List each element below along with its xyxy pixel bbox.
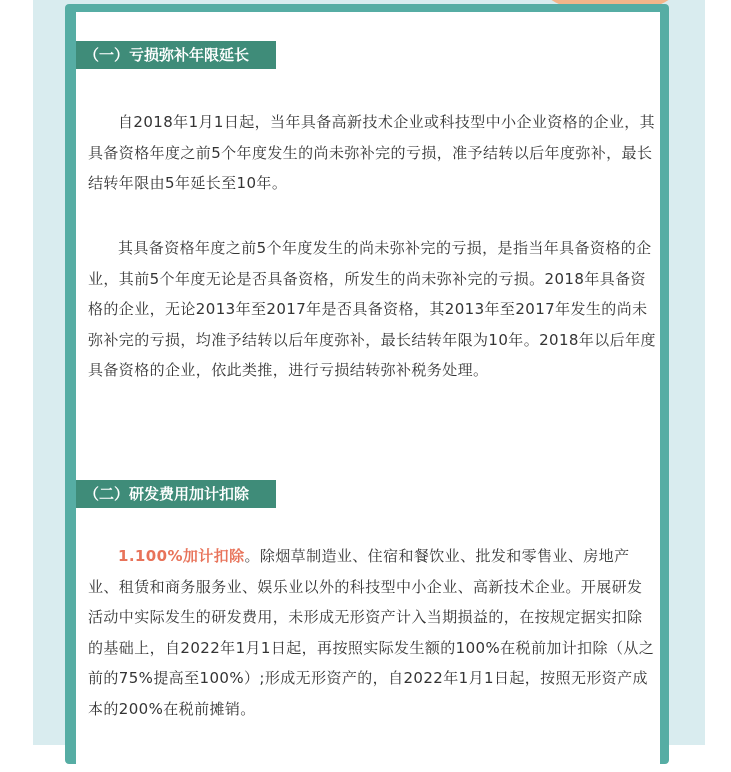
paragraph-loss-carryforward-explanation: 其具备资格年度之前5个年度发生的尚未弥补完的亏损，是指当年具备资格的企业，其前5个年度无论是否具备资格，所发生的尚未弥补完的亏损。2018年具备资格的企业，无论2013年至2017年是否具备资格，其2013年至2017年发生的尚未弥补完的亏损，均准予结转以后年度弥补，最长结转年限为10年。2018年以后年度具备资格的企业，依此类推，进行亏损结转弥补税务处理。 — [88, 239, 656, 379]
highlight-label: 1.100%加计扣除 — [118, 547, 245, 565]
paragraph-rd-deduction — [88, 541, 656, 724]
paragraph-loss-carryforward-rule: 自2018年1月1日起，当年具备高新技术企业或科技型中小企业资格的企业，其具备资格年度之前5个年度发生的尚未弥补完的亏损，准予结转以后年度弥补，最长结转年限由5年延长至10年。 — [88, 113, 656, 192]
paragraph-rd-deduction-text: 。除烟草制造业、住宿和餐饮业、批发和零售业、房地产业、租赁和商务服务业、娱乐业以外的科技型中小企业、高新技术企业。开展研发活动中实际发生的研发费用，未形成无形资产计入当期损益的，在按规定据实扣除的基础上，自2022年1月1日起，再按照实际发生额的100%在税前加计扣除（从之前的75%提高至100%）;形成无形资产的，自2022年1月1日起，按照无形资产成本的200%在税前摊销。 — [88, 547, 655, 718]
section-heading-rd-deduction: （二）研发费用加计扣除 — [76, 480, 276, 508]
section-heading-loss-carryforward: （一）亏损弥补年限延长 — [76, 41, 276, 69]
